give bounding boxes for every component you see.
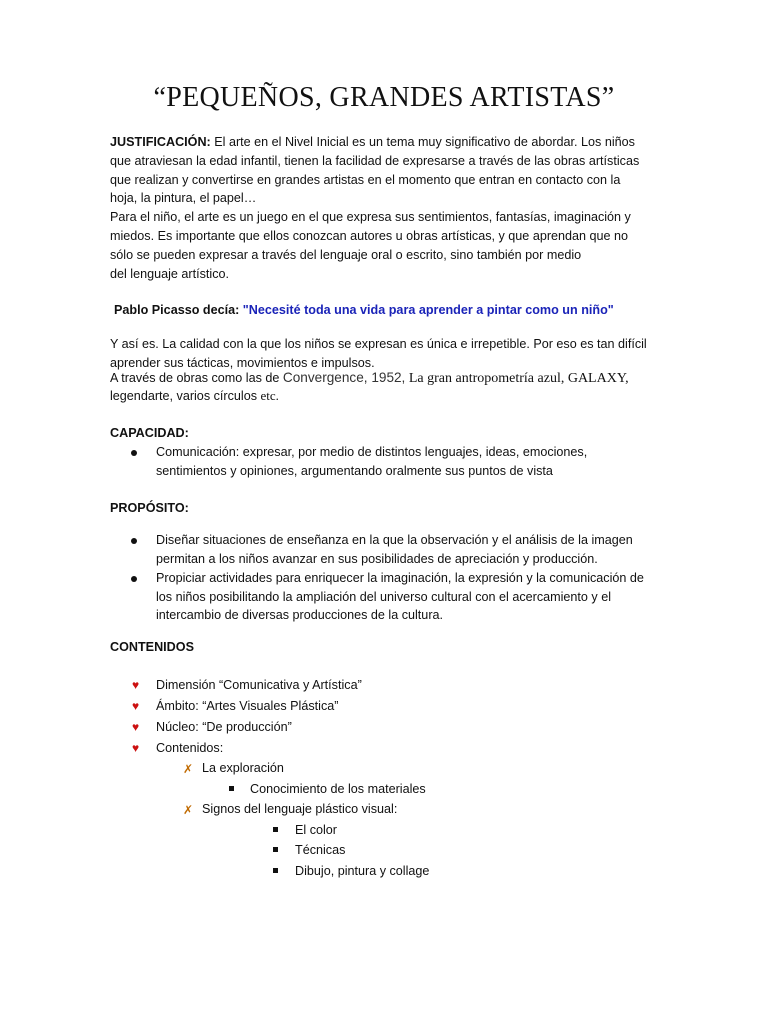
proposito-item-2: Propiciar actividades para enriquecer la imaginación, la expresión y la comunicación de los niños posibilitando la ampliación del universo cultural con el acercamiento y el intercambio de diversas producciones de la cultura. <box>156 571 644 622</box>
justificacion-paragraph <box>110 133 655 283</box>
square-bullet-icon <box>273 847 278 852</box>
picasso-quote: "Necesité toda una vida para aprender a pintar como un niño" <box>242 303 614 317</box>
picasso-label: Pablo Picasso decía: <box>114 303 243 317</box>
square-bullet-icon <box>229 786 234 791</box>
bullet-dot-icon <box>131 450 137 456</box>
square-bullet-icon <box>273 868 278 873</box>
x-bullet-icon: ✗ <box>183 762 194 776</box>
calidad-line-2: aprender sus tácticas, movimientos e impulsos. <box>110 355 375 370</box>
picasso-line <box>114 301 659 320</box>
heart-bullet-icon: ♥ <box>132 720 140 734</box>
contenidos-sub-2-item-1: El color <box>295 823 337 837</box>
heart-bullet-icon: ♥ <box>132 678 140 692</box>
justificacion-line-7: sólo se pueden expresar a través del lenguaje oral o escrito, sino también por medio <box>110 247 582 262</box>
contenidos-sub-2-item-2: Técnicas <box>295 843 346 857</box>
contenidos-item-2: Ámbito: “Artes Visuales Plástica” <box>156 699 339 713</box>
obras-intro: A través de obras como las de <box>110 371 283 385</box>
contenidos-sub-2: Signos del lenguaje plástico visual: <box>202 802 398 816</box>
justificacion-line-4: hoja, la pintura, el papel… <box>110 191 257 206</box>
contenidos-item-1: Dimensión “Comunicativa y Artística” <box>156 678 362 692</box>
contenidos-sub-2-item-3: Dibujo, pintura y collage <box>295 864 430 878</box>
contenidos-item-4: Contenidos: <box>156 741 224 755</box>
bullet-dot-icon <box>131 576 137 582</box>
justificacion-line-5: Para el niño, el arte es un juego en el que expresa sus sentimientos, fantasías, imaginación y <box>110 210 631 225</box>
contenidos-sub-1-item-1: Conocimiento de los materiales <box>250 782 426 796</box>
document-title: “PEQUEÑOS, GRANDES ARTISTAS” <box>153 82 615 113</box>
x-bullet-icon: ✗ <box>183 803 194 817</box>
justificacion-label: JUSTIFICACIÓN: <box>110 135 211 149</box>
heart-bullet-icon: ♥ <box>132 699 140 713</box>
obras-more: legendarte, varios círculos <box>110 389 261 403</box>
justificacion-line-2: que atraviesan la edad infantil, tienen la facilidad de expresarse a través de las obras artísticas <box>110 153 640 168</box>
justificacion-line-8: del lenguaje artístico. <box>110 266 230 281</box>
obras-names: La gran antropometría azul, GALAXY, <box>405 371 629 386</box>
justificacion-line-1: El arte en el Nivel Inicial es un tema muy significativo de abordar. Los niños <box>210 135 635 149</box>
obras-line <box>110 369 680 389</box>
bullet-dot-icon <box>131 538 137 544</box>
contenidos-item-3: Núcleo: “De producción” <box>156 720 292 734</box>
justificacion-line-6: miedos. Es importante que ellos conozcan autores u obras artísticas, y que aprendan que no <box>110 228 629 243</box>
obra-convergence: Convergence, 1952, <box>282 370 406 385</box>
calidad-line-1: Y así es. La calidad con la que los niños se expresan es única e irrepetible. Por eso es tan difícil <box>110 337 647 351</box>
contenidos-sub-1: La exploración <box>202 761 284 775</box>
capacidad-heading: CAPACIDAD: <box>110 426 189 440</box>
calidad-paragraph <box>110 335 670 373</box>
contenidos-heading: CONTENIDOS <box>110 640 194 654</box>
justificacion-line-3: que realizan y convertirse en grandes artistas en el momento que entran en contacto con la <box>110 172 621 187</box>
square-bullet-icon <box>273 827 278 832</box>
proposito-item-1: Diseñar situaciones de enseñanza en la que la observación y el análisis de la imagen permitan a los niños avanzar en sus posibilidades de apreciación y producción. <box>156 533 633 566</box>
obras-etc: etc. <box>260 388 279 403</box>
capacidad-item: Comunicación: expresar, por medio de distintos lenguajes, ideas, emociones, sentimientos y opiniones, argumentando oralmente sus puntos de vista <box>156 445 588 478</box>
heart-bullet-icon: ♥ <box>132 741 140 755</box>
obras-line-2 <box>110 387 655 406</box>
proposito-heading: PROPÓSITO: <box>110 501 189 515</box>
